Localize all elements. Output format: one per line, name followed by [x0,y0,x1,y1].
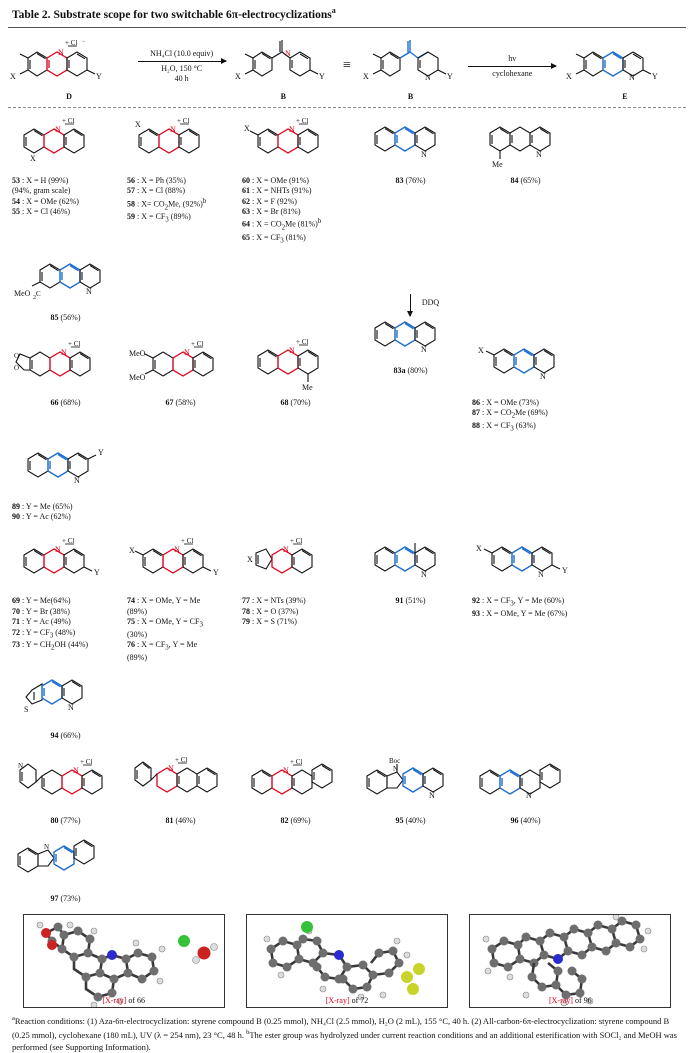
structure-83a [355,318,466,366]
svg-text:N: N [537,570,544,580]
label-E: E [622,91,628,101]
entry-line: 76 : $X = CF_3$, Y = Me [127,640,198,652]
svg-text:Me: Me [301,382,313,392]
xray-structures-row [8,908,686,1010]
right-arrow-bottom: cyclohexane [492,68,533,78]
structure-81 [125,754,236,816]
footnote-b-text: The ester group was hydrolyzed under current reaction conditions and an additional esterification with SOCl₂ and MeOH was performed (see Supporting Information). [12,1029,677,1052]
left-arrow-bottom-2: 40 h [174,73,189,83]
svg-text:X: X [243,123,250,133]
svg-text:X: X [565,71,572,81]
svg-text:X: X [362,71,369,81]
entry-56-59 [123,112,238,250]
entry-69-labels [10,596,121,653]
entry-line: 91 (51%) [395,596,426,606]
entry-line: 92 : $X = CF_3$, Y = Me (60%) [472,596,565,608]
entry-83a-labels [355,366,466,376]
entry-96-labels [470,816,581,826]
entry-83-labels [355,176,466,186]
entry-line: 73 : $Y = CH_2OH$ (44%) [12,640,89,652]
svg-text:Y: Y [97,447,104,457]
xray-image-72 [246,914,448,1008]
xray-tag: [X-ray] [325,996,350,1006]
entry-95-labels [355,816,466,826]
table-caption [8,0,686,25]
entry-line: 90 : Y = Ac (62%) [12,511,71,521]
svg-text:+ Cl: + Cl [61,116,74,125]
entry-74-labels [125,596,236,663]
structure-67 [125,336,236,398]
xray-tag: [X-ray] [548,996,573,1006]
entry-line: 62 : X = F (92%) [242,196,297,206]
entries-row-1 [8,112,686,328]
entry-92-93 [468,532,583,667]
svg-text:N: N [420,149,427,159]
svg-text:N: N [183,347,190,357]
footnote-a-marker: a [12,1015,15,1023]
entry-66-labels [10,398,121,408]
xray-caption-96 [470,996,670,1005]
svg-text:+ Cl: + Cl [295,116,308,125]
entry-77-labels [240,596,351,627]
svg-text:N: N [169,124,176,134]
xray-caption-72 [247,996,447,1005]
structure-89 [10,440,121,502]
entry-91 [353,532,468,667]
structure-B-right [363,32,459,101]
svg-text:N: N [67,703,74,713]
svg-text:O: O [13,351,19,360]
svg-text:N: N [628,72,635,82]
ddq-down-arrow [410,294,411,316]
left-arrow-bottom-1: H₂O, 150 °C [161,63,203,73]
svg-text:Boc: Boc [388,756,400,765]
svg-text:N: N [173,545,180,555]
svg-text:N: N [17,761,23,770]
svg-text:X: X [134,119,141,129]
entry-line: 71 : Y = Ac (49%) [12,617,71,627]
entry-69-73 [8,532,123,667]
entry-line: 53 : X = H (99%) [12,175,69,185]
entry-line: 88 : $X = CF_3$ (63%) [472,420,536,433]
entry-60-labels [240,176,351,246]
svg-text:N: N [392,764,398,773]
svg-text:C: C [35,290,41,299]
structure-92 [470,534,581,596]
svg-text:N: N [54,545,61,555]
entry-53-55 [8,112,123,250]
structure-60 [240,114,351,176]
structure-80 [10,754,121,816]
entry-line: (89%) [127,652,147,662]
structure-69 [10,534,121,596]
svg-text:Y: Y [96,71,102,81]
right-arrow-line [468,66,556,67]
structure-97 [10,832,121,894]
svg-text:S: S [23,705,28,715]
ddq-arrow-block: DDQ [355,292,466,318]
svg-text:Y: Y [651,71,658,81]
entry-80-labels [10,816,121,826]
table-title: Substrate scope for two switchable 6π-electrocyclizations [53,8,332,21]
entry-67 [123,334,238,438]
label-B-left: B [280,91,287,101]
entry-82-labels [240,816,351,826]
entry-line: 78 : X = O (37%) [242,606,299,616]
svg-text:MeO: MeO [128,372,145,382]
structure-74 [125,534,236,596]
svg-text:+ Cl: + Cl [65,38,78,47]
svg-text:X: X [246,555,253,565]
xray-compound: of 66 [126,996,145,1006]
xray-image-66 [23,914,225,1008]
svg-text:+ Cl: + Cl [79,757,92,766]
entry-line: 80 (77%) [50,815,81,825]
svg-text:X: X [475,544,482,554]
entry-92-labels [470,596,581,619]
scheme-row [8,28,686,103]
entry-line: (94%, gram scale) [12,186,71,196]
entry-80 [8,752,123,830]
entry-74-76 [123,532,238,667]
label-D: D [66,91,72,101]
entry-line: 84 (65%) [510,175,541,185]
entry-line: 56 : X = Ph (35%) [127,175,186,185]
entry-68-labels [240,398,351,408]
structure-95 [355,754,466,816]
entry-line: 86 : X = OMe (73%) [472,397,539,407]
svg-text:Y: Y [561,566,568,576]
svg-text:+ Cl: + Cl [289,757,302,766]
structure-E [566,32,684,101]
entry-line: 79 : X = S (71%) [242,617,297,627]
structure-68 [240,336,351,398]
structure-B-left [235,32,331,101]
entry-95 [353,752,468,830]
entry-line: 70 : Y = Br (38%) [12,606,70,616]
entry-line: 63 : X = Br (81%) [242,207,301,216]
entry-85-labels [10,313,121,323]
svg-text:N: N [73,475,80,485]
entry-line: (89%) [127,606,147,616]
entry-line: 81 (46%) [165,815,196,825]
entry-line: 83a (80%) [393,365,428,375]
entry-line: (30%) [127,629,147,639]
svg-text:Me: Me [491,159,503,169]
entry-line: 97 (73%) [50,894,81,904]
svg-text:X: X [235,71,242,81]
svg-text:O: O [13,363,19,372]
right-reaction-arrow [466,54,558,79]
footnote-a-text: Reaction conditions: (1) Aza-6π-electrocyclization: styrene compound B (0.25 mmol), NH₄Cl (2.5 mmol), H₂O (2 mL), 155 °C, 40 h. (2) All-carbon-6π-electrocyclization: styrene compound B (0.25 mmol), cyclohexane (180 mL), UV (λ = 254 nm), 23 °C, 48 h. [12,1016,670,1040]
svg-text:2: 2 [32,295,36,302]
entry-line: 65 : $X = CF_3$ (81%) [242,232,306,245]
svg-text:X: X [10,71,16,81]
entry-line: 96 (40%) [510,815,541,825]
entry-line: 93 : X = OMe, Y = Me (67%) [472,609,568,619]
svg-text:+ Cl: + Cl [176,116,189,125]
svg-text:MeO: MeO [128,348,145,358]
entry-81-labels [125,816,236,826]
structure-86 [470,336,581,398]
svg-text:Y: Y [212,568,219,578]
entry-line: 82 (69%) [280,815,311,825]
entry-line: 87 : $X = CO_2Me$ (69%) [472,408,548,420]
right-arrow-top: hv [508,53,517,63]
entry-line: 89 : Y = Me (65%) [12,501,73,511]
svg-text:N: N [285,48,292,58]
entry-line: 54 : X = OMe (62%) [12,196,79,206]
table-label: Table 2. [12,8,51,21]
svg-text:Y: Y [319,71,326,81]
entry-94-labels [10,731,121,741]
structure-84 [470,114,581,176]
svg-text:MeO: MeO [13,289,30,299]
svg-text:N: N [282,765,289,775]
entry-86-labels [470,398,581,434]
structure-53 [10,114,121,176]
svg-text:N: N [428,790,435,800]
svg-text:N: N [43,843,49,852]
label-B-right: B [407,91,414,101]
svg-text:Y: Y [93,568,100,578]
entry-56-labels [125,176,236,225]
entry-86-88 [468,334,583,438]
svg-text:+ Cl: + Cl [295,337,308,346]
entry-line: 74 : X = OMe, Y = Me [127,596,201,606]
xray-tag: [X-ray] [102,996,127,1006]
svg-text:+ Cl: + Cl [67,339,80,348]
svg-text:N: N [288,124,295,134]
svg-text:N: N [60,347,67,357]
xray-caption-66 [24,996,224,1005]
entry-line: 57 : X = Cl (88%) [127,186,186,196]
structure-66 [10,336,121,398]
svg-text:+ Cl: + Cl [289,537,302,546]
svg-text:Y: Y [446,71,453,81]
structure-D [10,32,128,101]
left-arrow-top: NH₄Cl (10.0 equiv) [150,48,214,58]
entry-97 [8,830,123,908]
entry-81 [123,752,238,830]
structure-96 [470,754,581,816]
svg-text:X: X [477,345,484,355]
svg-text:N: N [85,287,92,297]
structure-56 [125,114,236,176]
svg-text:N: N [282,545,289,555]
entry-line: 95 (40%) [395,815,426,825]
entry-line: 61 : X = NHTs (91%) [242,186,312,196]
entry-53-labels [10,176,121,218]
entry-line: 83 (76%) [395,175,426,185]
entry-line: 68 (70%) [280,397,311,407]
footnotes [8,1010,686,1053]
xray-image-96 [469,914,671,1008]
equivalence-symbol: ≡ [343,58,351,74]
entry-83 [353,112,468,250]
entry-66 [8,334,123,438]
scheme-divider [8,107,686,108]
entry-line: 66 (68%) [50,397,81,407]
entry-line: 72 : $Y = CF_3$ (48%) [12,627,76,640]
svg-text:N: N [167,763,174,773]
svg-text:N: N [72,765,79,775]
entry-line: 75 : X = OMe, $Y = CF_3$ [127,617,203,629]
svg-text:N: N [54,124,61,134]
structure-91 [355,534,466,596]
left-arrow-line [138,61,226,62]
entry-line: 69 : Y = Me(64%) [12,596,71,606]
entry-82 [238,752,353,830]
entry-83a [353,297,468,438]
entry-84-labels [470,176,581,186]
entry-89-labels [10,502,121,523]
svg-text:X: X [29,153,36,163]
entries-row-4 [8,752,686,909]
structure-82 [240,754,351,816]
entry-89-90 [8,438,123,527]
structure-83 [355,114,466,176]
svg-text:N: N [420,570,427,580]
entry-68 [238,334,353,438]
svg-text:+ Cl: + Cl [174,755,187,764]
entry-line: 58 : $X= CO_2Me$, $(92\%)^b$ [127,196,207,211]
structure-94 [10,669,121,731]
left-reaction-arrow [136,49,228,84]
entry-line: 94 (66%) [50,731,81,741]
entry-91-labels [355,596,466,606]
svg-text:N: N [539,371,546,381]
svg-text:−: − [82,38,86,45]
xray-compound: of 96 [572,996,592,1006]
svg-text:N: N [424,72,431,82]
entry-84 [468,112,583,250]
entry-line: 85 (56%) [50,313,81,323]
entry-line: 64 : $X = CO_2Me$ $(81\%)^b$ [242,217,322,232]
entry-96 [468,752,583,830]
svg-text:N: N [288,345,295,355]
xray-compound: of 72 [349,996,369,1006]
svg-text:N: N [525,790,532,800]
svg-text:N: N [535,149,542,159]
entry-97-labels [10,894,121,904]
svg-text:+ Cl: + Cl [180,537,193,546]
entry-line: 60 : X = OMe (91%) [242,175,309,185]
structure-85 [10,251,121,313]
svg-text:N: N [58,47,64,57]
entry-line: 67 (58%) [165,397,196,407]
entry-line: 59 : $X = CF_3$ (89%) [127,211,191,224]
caption-footnote-marker: a [331,6,336,15]
entry-67-labels [125,398,236,408]
svg-text:+ Cl: + Cl [190,339,203,348]
entry-85 [8,249,123,327]
svg-text:+ Cl: + Cl [61,537,74,546]
entries-row-3 [8,532,686,745]
entry-77-79 [238,532,353,667]
svg-text:X: X [128,546,135,556]
svg-text:N: N [420,344,427,354]
entry-line: 55 : X = Cl (46%) [12,207,71,216]
entry-60-65 [238,112,353,250]
entry-line: 77 : X = NTs (39%) [242,596,306,606]
structure-77 [240,534,351,596]
footnote-b-marker: b [246,1028,250,1036]
entry-94 [8,667,123,745]
